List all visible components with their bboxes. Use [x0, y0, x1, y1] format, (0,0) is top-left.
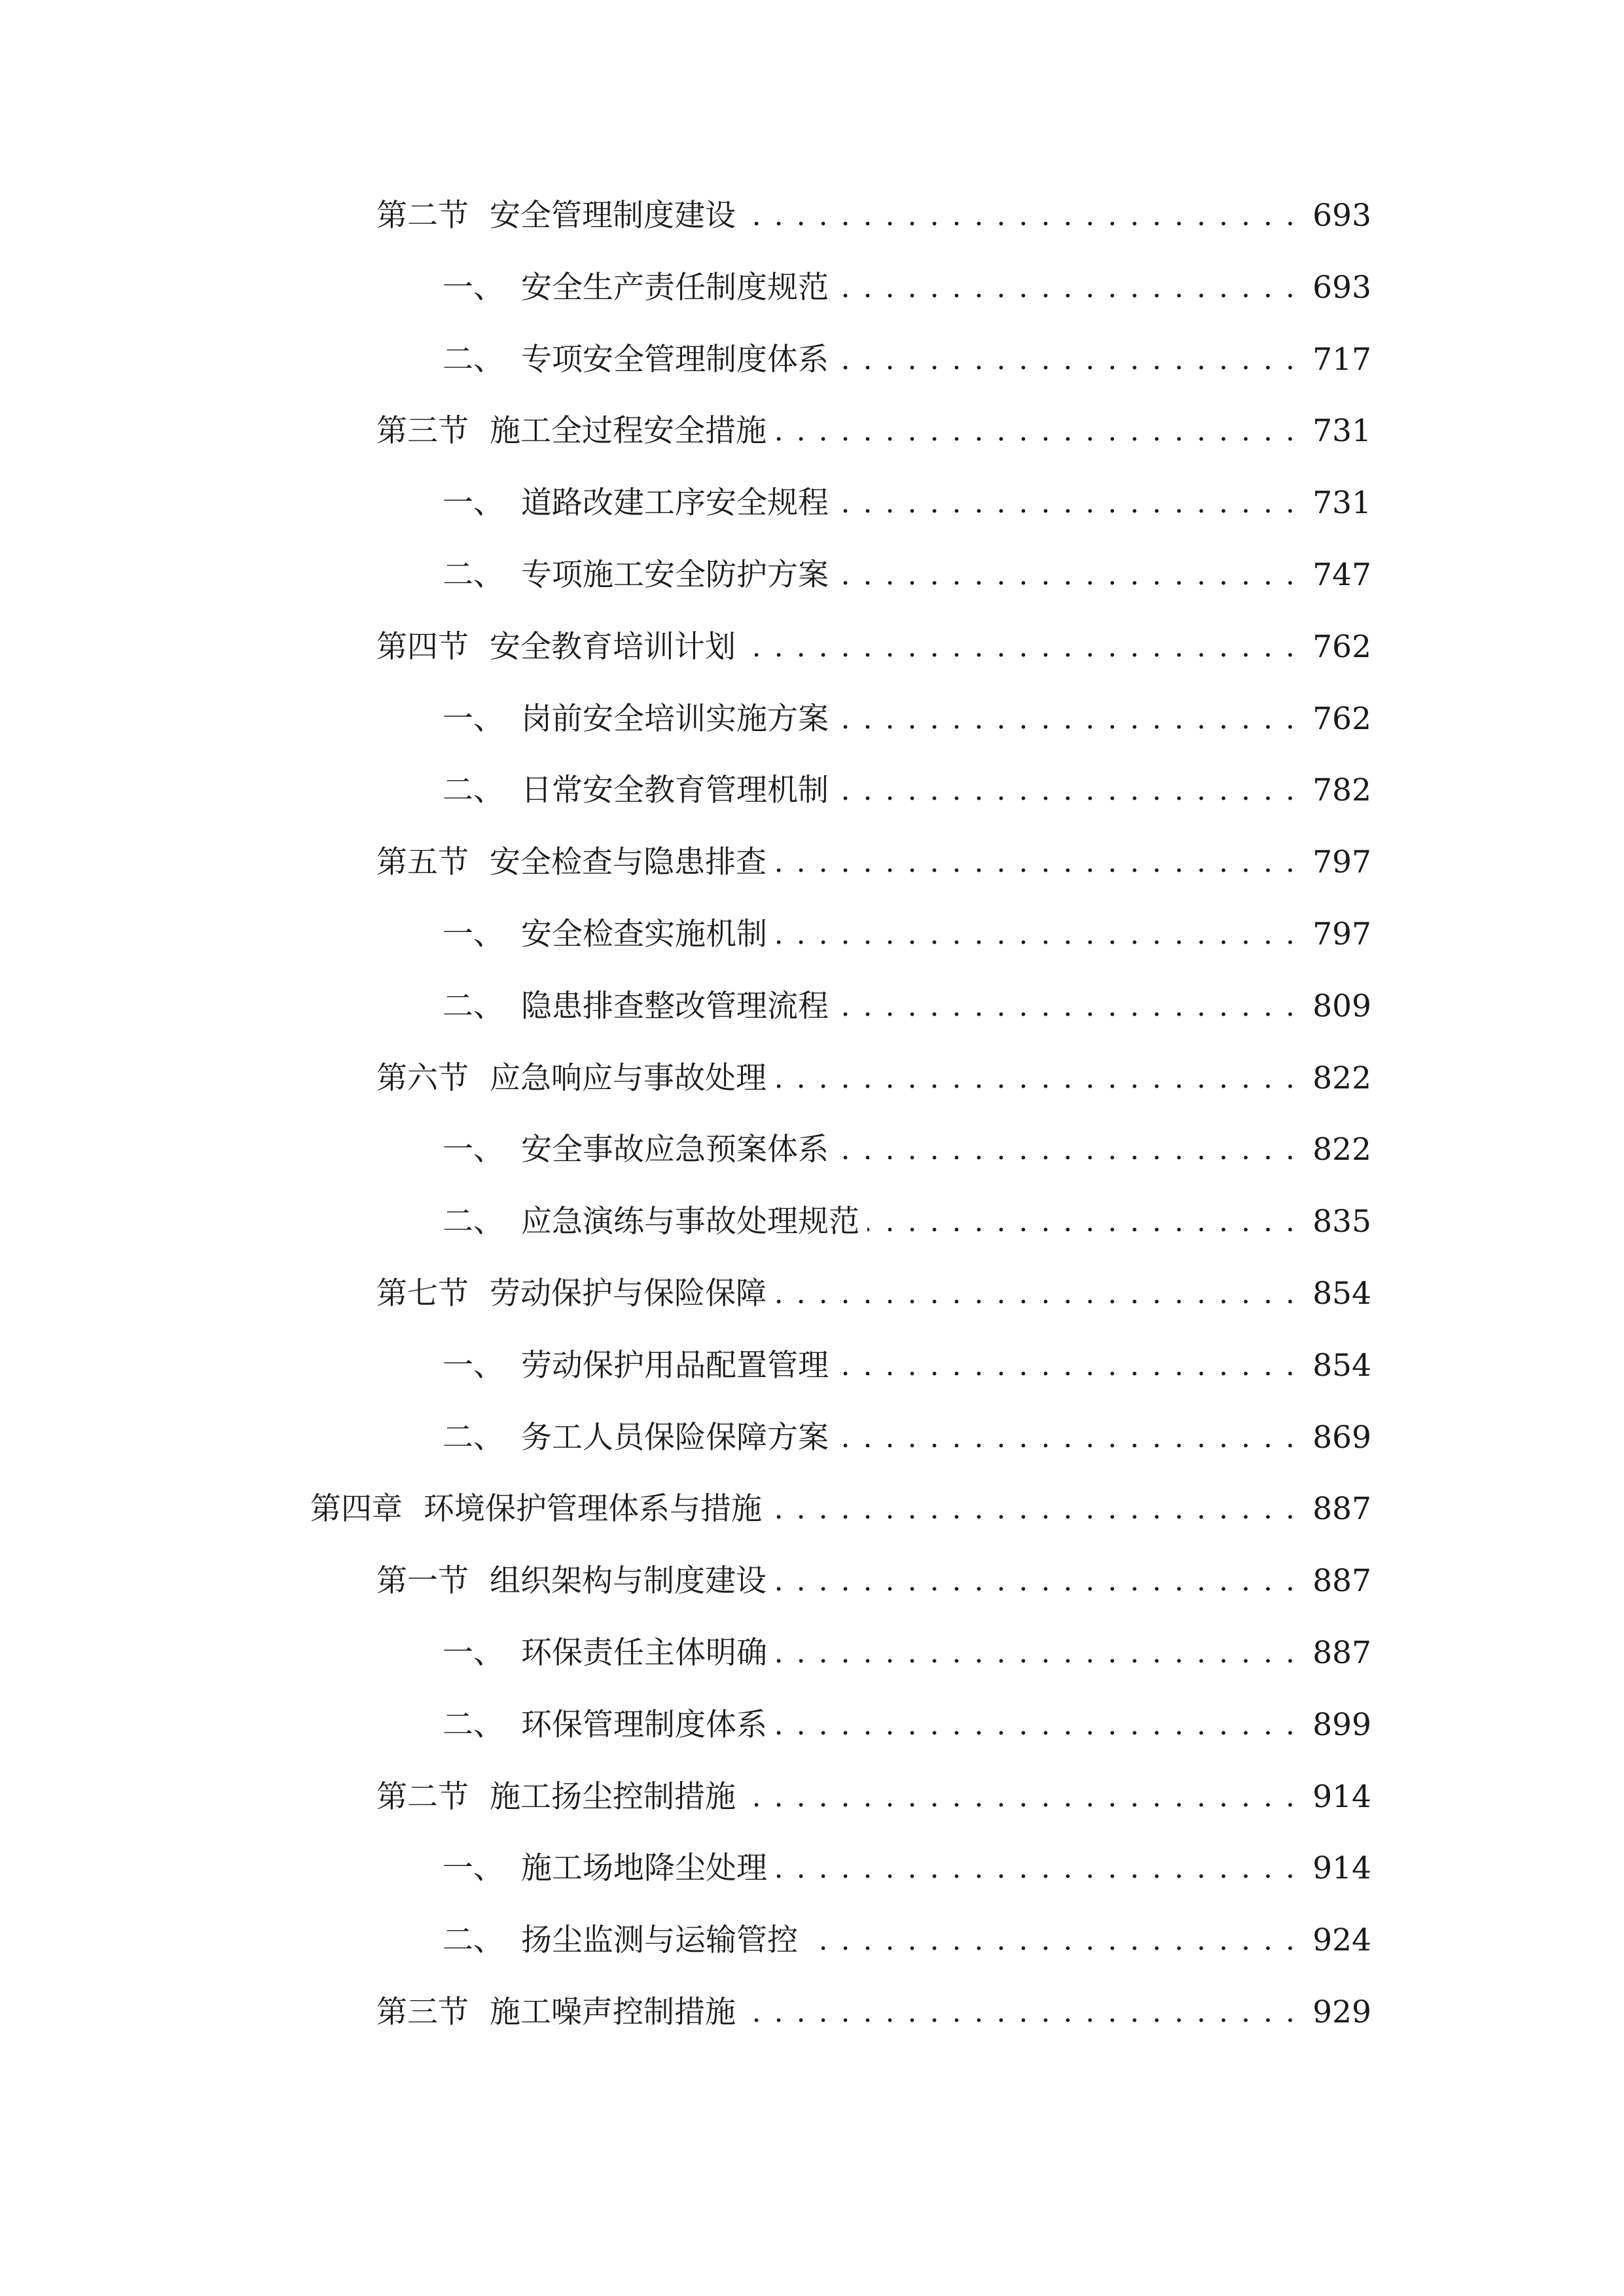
toc-entry-number: 第七节: [376, 1276, 469, 1312]
toc-entry-title: 组织架构与制度建设: [490, 1563, 767, 1600]
dot-leader: [774, 1268, 1297, 1320]
toc-entry-page-number: 797: [1312, 916, 1371, 952]
toc-entry[interactable]: [442, 1699, 1371, 1751]
dot-leader: [775, 1842, 1297, 1895]
toc-entry-title: 施工噪声控制措施: [490, 1994, 736, 2030]
toc-entry-number: 二、: [442, 1922, 504, 1959]
toc-entry-title: 安全事故应急预案体系: [521, 1132, 829, 1168]
toc-entry-title: 施工扬尘控制措施: [490, 1778, 736, 1815]
toc-entry-title: 应急演练与事故处理规范: [521, 1204, 859, 1240]
toc-entry[interactable]: [442, 262, 1371, 314]
toc-entry-title: 扬尘监测与运输管控: [521, 1922, 798, 1959]
dot-leader: [774, 1555, 1297, 1607]
toc-entry-title: 安全检查实施机制: [521, 916, 767, 952]
toc-entry[interactable]: [442, 334, 1371, 386]
toc-entry[interactable]: [442, 1124, 1371, 1176]
toc-entry-page-number: 835: [1312, 1204, 1371, 1240]
toc-entry[interactable]: [376, 1771, 1371, 1823]
toc-entry-page-number: 887: [1312, 1491, 1371, 1528]
dot-leader: [837, 1124, 1297, 1176]
toc-entry[interactable]: [376, 621, 1371, 673]
dot-leader: [744, 1771, 1297, 1823]
toc-entry-number: 一、: [442, 1635, 504, 1671]
toc-entry-page-number: 924: [1312, 1922, 1371, 1959]
toc-entry-page-number: 887: [1312, 1635, 1371, 1671]
toc-entry-page-number: 809: [1312, 988, 1371, 1024]
toc-entry-page-number: 822: [1312, 1060, 1371, 1096]
toc-entry-page-number: 747: [1312, 557, 1371, 593]
toc-entry-title: 道路改建工序安全规程: [521, 485, 829, 522]
dot-leader: [837, 1412, 1297, 1464]
dot-leader: [775, 908, 1297, 961]
toc-entry-page-number: 899: [1312, 1706, 1371, 1743]
toc-entry[interactable]: [376, 405, 1371, 457]
toc-entry[interactable]: [442, 1627, 1371, 1679]
toc-entry-number: 一、: [442, 1850, 504, 1887]
toc-entry-title: 环境保护管理体系与措施: [424, 1491, 762, 1528]
toc-entry-number: 第三节: [376, 413, 469, 450]
toc-entry-number: 二、: [442, 1419, 504, 1456]
toc-entry[interactable]: [442, 549, 1371, 601]
toc-entry-page-number: 731: [1312, 485, 1371, 522]
toc-entry[interactable]: [376, 1986, 1371, 2039]
toc-entry[interactable]: [376, 190, 1371, 242]
toc-entry-title: 务工人员保险保障方案: [521, 1419, 829, 1456]
dot-leader: [837, 477, 1297, 529]
toc-entry-number: 二、: [442, 772, 504, 809]
toc-entry[interactable]: [376, 1555, 1371, 1607]
dot-leader: [837, 262, 1297, 314]
toc-entry-page-number: 822: [1312, 1132, 1371, 1168]
toc-entry-number: 二、: [442, 341, 504, 378]
dot-leader: [744, 1986, 1297, 2039]
toc-entry-number: 第五节: [376, 844, 469, 881]
dot-leader: [744, 190, 1297, 242]
toc-entry[interactable]: [442, 1412, 1371, 1464]
toc-entry-page-number: 797: [1312, 844, 1371, 881]
toc-entry-number: 一、: [442, 1132, 504, 1168]
toc-entry-number: 第二节: [376, 1778, 469, 1815]
dot-leader: [837, 1340, 1297, 1392]
dot-leader: [806, 1914, 1297, 1967]
toc-entry[interactable]: [442, 1842, 1371, 1895]
toc-entry-number: 二、: [442, 1204, 504, 1240]
toc-entry[interactable]: [376, 1052, 1371, 1105]
toc-entry-page-number: 762: [1312, 628, 1371, 665]
toc-entry-title: 施工场地降尘处理: [521, 1850, 767, 1887]
toc-entry-page-number: 914: [1312, 1850, 1371, 1887]
toc-entry[interactable]: [310, 1483, 1371, 1535]
toc-entry-page-number: 762: [1312, 700, 1371, 737]
toc-entry-page-number: 887: [1312, 1563, 1371, 1600]
toc-entry-number: 第六节: [376, 1060, 469, 1096]
toc-entry[interactable]: [442, 477, 1371, 529]
toc-entry-page-number: 869: [1312, 1419, 1371, 1456]
dot-leader: [744, 621, 1297, 673]
toc-entry-number: 第三节: [376, 1994, 469, 2030]
toc-entry-title: 环保责任主体明确: [521, 1635, 767, 1671]
toc-entry-title: 安全管理制度建设: [490, 198, 736, 234]
toc-entry[interactable]: [376, 1268, 1371, 1320]
toc-entry-title: 劳动保护用品配置管理: [521, 1347, 829, 1384]
toc-entry-page-number: 717: [1312, 341, 1371, 378]
dot-leader: [774, 836, 1297, 889]
toc-entry-page-number: 782: [1312, 772, 1371, 809]
dot-leader: [770, 1483, 1297, 1535]
toc-entry-number: 一、: [442, 700, 504, 737]
toc-entry-number: 二、: [442, 557, 504, 593]
toc-entry[interactable]: [442, 1196, 1371, 1248]
toc-entry-title: 环保管理制度体系: [521, 1706, 767, 1743]
toc-entry-title: 日常安全教育管理机制: [521, 772, 829, 809]
dot-leader: [837, 693, 1297, 745]
toc-entry-title: 应急响应与事故处理: [490, 1060, 767, 1096]
toc-entry[interactable]: [376, 836, 1371, 889]
toc-entry-title: 专项安全管理制度体系: [521, 341, 829, 378]
toc-entry[interactable]: [442, 1340, 1371, 1392]
dot-leader: [837, 334, 1297, 386]
toc-entry-title: 安全生产责任制度规范: [521, 269, 829, 306]
dot-leader: [837, 549, 1297, 601]
dot-leader: [837, 980, 1297, 1033]
toc-entry[interactable]: [442, 764, 1371, 817]
toc-entry-page-number: 693: [1312, 198, 1371, 234]
toc-entry-title: 隐患排查整改管理流程: [521, 988, 829, 1024]
toc-entry-number: 二、: [442, 1706, 504, 1743]
toc-entry-title: 安全检查与隐患排查: [490, 844, 767, 881]
toc-entry[interactable]: [442, 693, 1371, 745]
toc-entry-number: 一、: [442, 269, 504, 306]
toc-entry[interactable]: [442, 1914, 1371, 1967]
dot-leader: [867, 1196, 1297, 1248]
toc-entry-page-number: 929: [1312, 1994, 1371, 2030]
dot-leader: [774, 405, 1297, 457]
toc-entry-number: 第四章: [310, 1491, 403, 1528]
dot-leader: [775, 1627, 1297, 1679]
toc-entry-title: 安全教育培训计划: [490, 628, 736, 665]
toc-entry-page-number: 854: [1312, 1276, 1371, 1312]
dot-leader: [775, 1699, 1297, 1751]
toc-entry-number: 一、: [442, 916, 504, 952]
toc-entry-number: 第二节: [376, 198, 469, 234]
toc-entry-title: 劳动保护与保险保障: [490, 1276, 767, 1312]
toc-entry-page-number: 854: [1312, 1347, 1371, 1384]
toc-entry-page-number: 731: [1312, 413, 1371, 450]
toc-entry-title: 专项施工安全防护方案: [521, 557, 829, 593]
toc-entry-number: 二、: [442, 988, 504, 1024]
toc-entry-page-number: 914: [1312, 1778, 1371, 1815]
toc-entry-number: 第四节: [376, 628, 469, 665]
toc-entry-number: 一、: [442, 485, 504, 522]
toc-entry-title: 施工全过程安全措施: [490, 413, 767, 450]
dot-leader: [837, 764, 1297, 817]
toc-entry[interactable]: [442, 908, 1371, 961]
toc-entry-title: 岗前安全培训实施方案: [521, 700, 829, 737]
dot-leader: [774, 1052, 1297, 1105]
toc-entry-number: 一、: [442, 1347, 504, 1384]
toc-entry-number: 第一节: [376, 1563, 469, 1600]
toc-entry[interactable]: [442, 980, 1371, 1033]
toc-entry-page-number: 693: [1312, 269, 1371, 306]
